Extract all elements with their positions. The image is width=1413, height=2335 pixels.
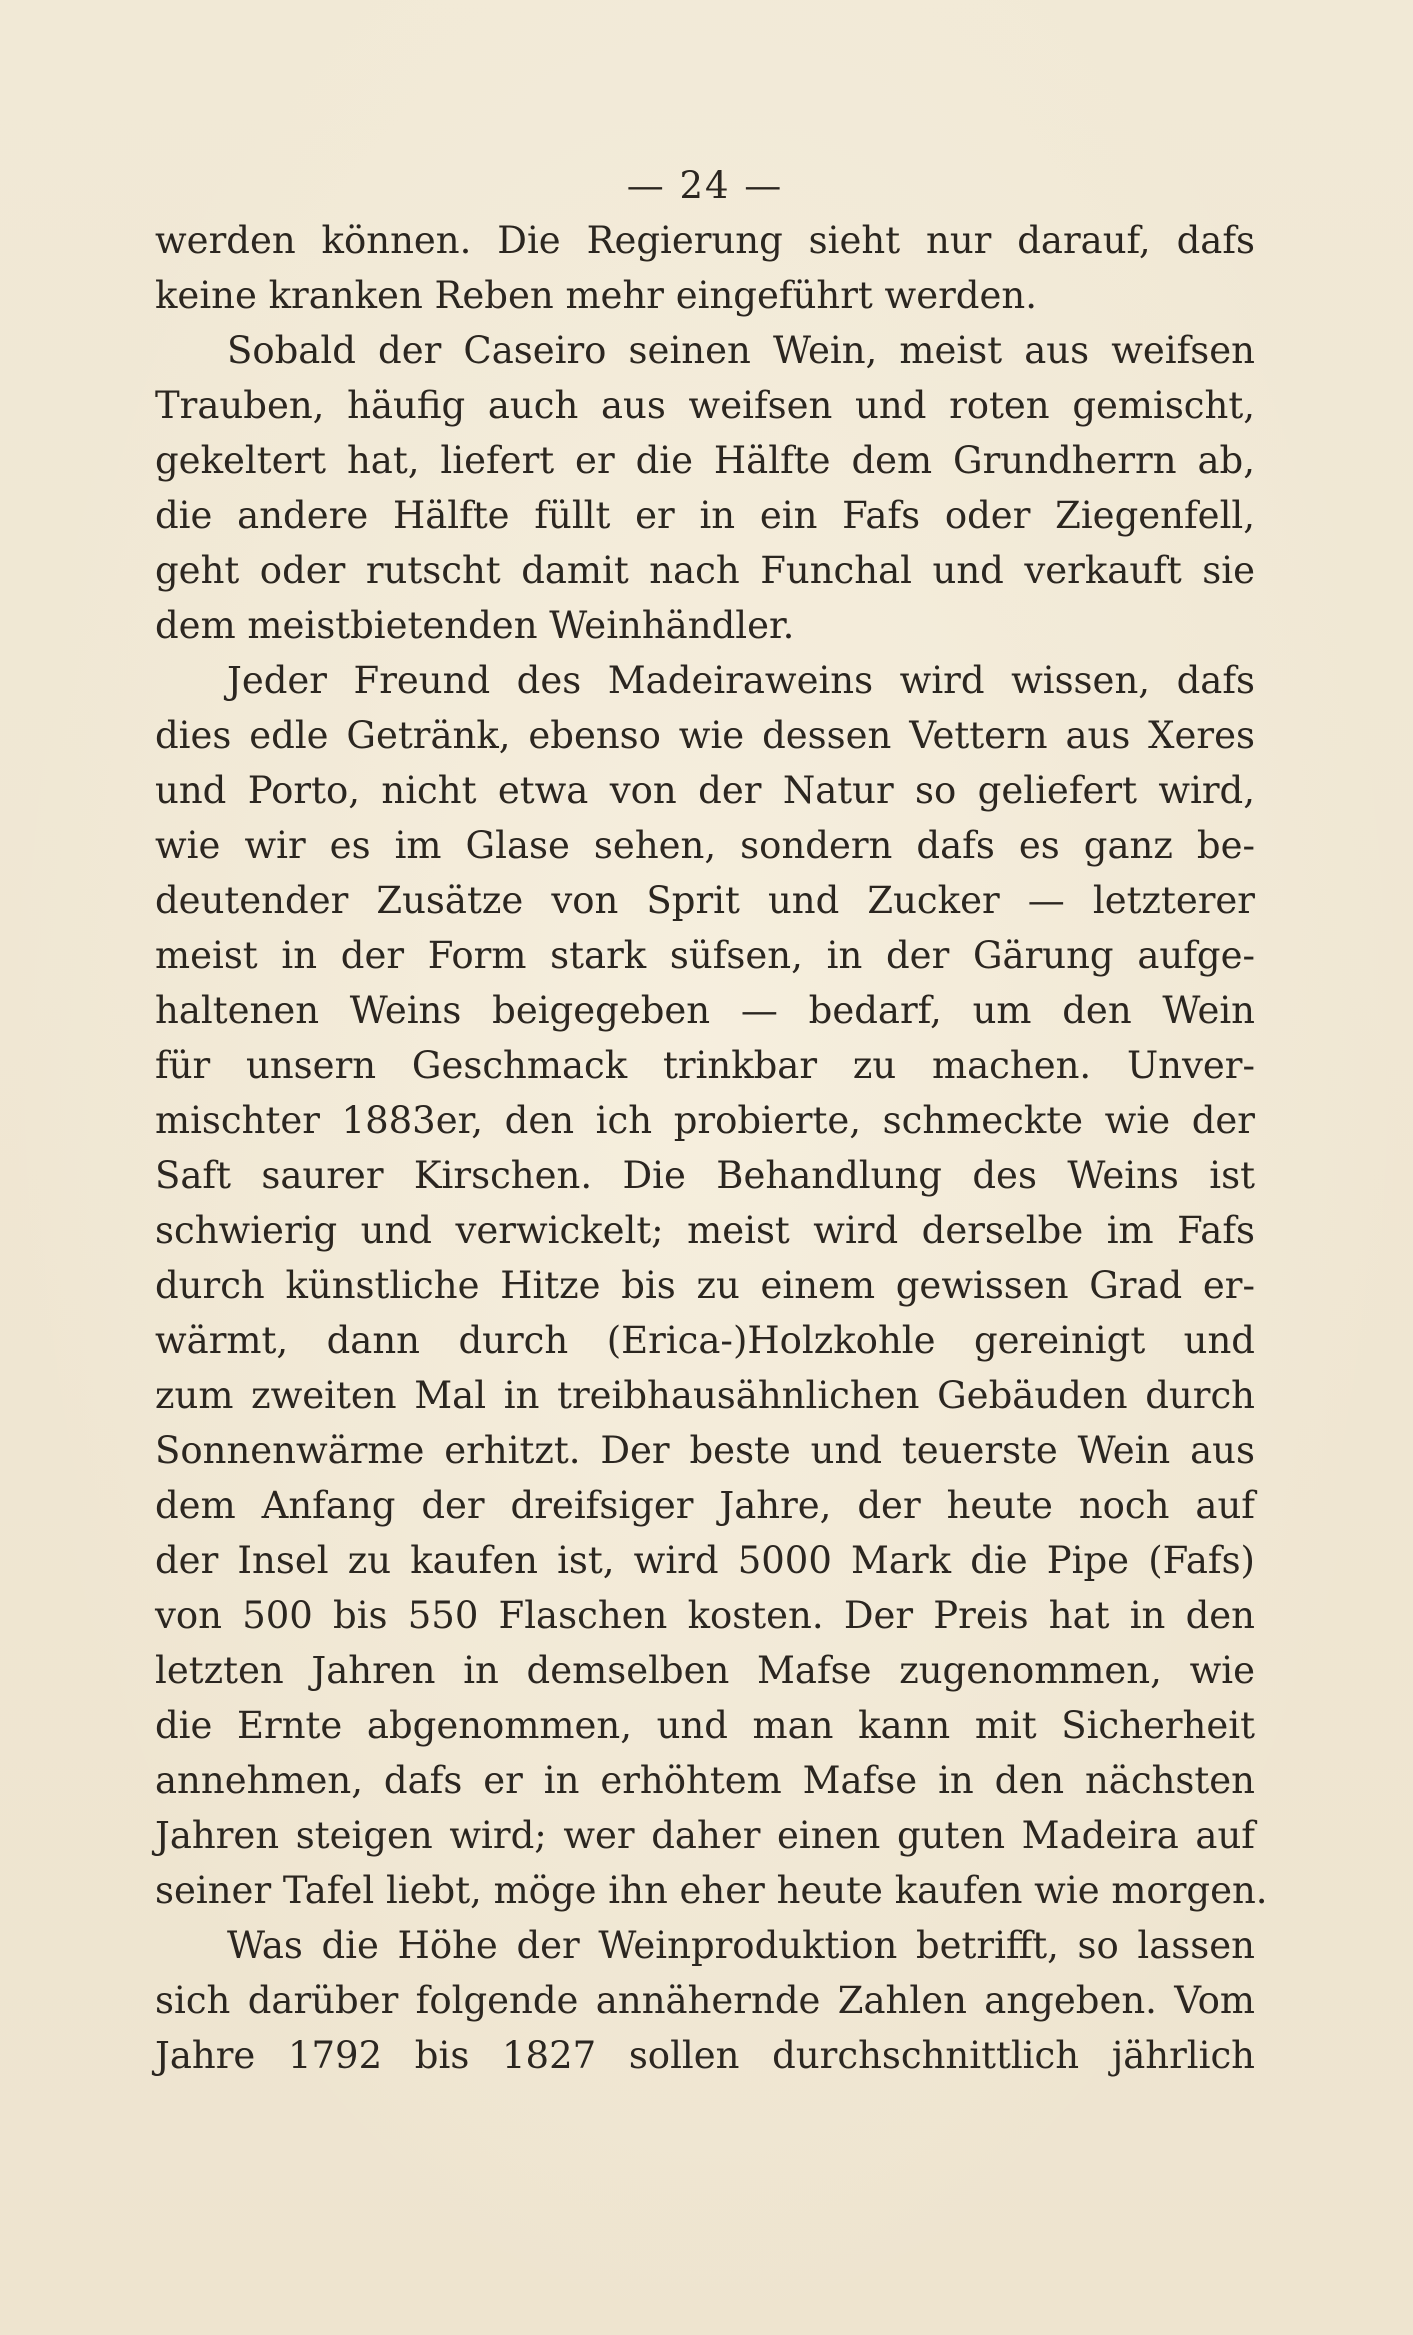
text-line: die andere Hälfte füllt er in ein Fafs oder Ziegenfell, — [155, 494, 1255, 537]
text-line: schwierig und verwickelt; meist wird derselbe im Fafs — [155, 1209, 1255, 1252]
text-line: von 500 bis 550 Flaschen kosten. Der Preis hat in den — [155, 1594, 1255, 1637]
text-line: werden können. Die Regierung sieht nur darauf, dafs — [155, 219, 1255, 262]
text-line: Saft saurer Kirschen. Die Behandlung des Weins ist — [155, 1154, 1255, 1197]
text-line: keine kranken Reben mehr eingeführt werden. — [155, 274, 1037, 317]
text-line: deutender Zusätze von Sprit und Zucker — letzterer — [155, 879, 1255, 922]
text-line: meist in der Form stark süfsen, in der Gärung aufge- — [155, 934, 1255, 977]
text-line: durch künstliche Hitze bis zu einem gewissen Grad er- — [155, 1264, 1255, 1307]
page-number: — 24 — — [626, 164, 784, 207]
text-line: seiner Tafel liebt, möge ihn eher heute kaufen wie morgen. — [155, 1869, 1268, 1912]
text-line: dem meistbietenden Weinhändler. — [155, 604, 795, 647]
text-line: Trauben, häufig auch aus weifsen und roten gemischt, — [155, 384, 1255, 427]
text-line: geht oder rutscht damit nach Funchal und verkauft sie — [155, 549, 1255, 592]
text-line: dem Anfang der dreifsiger Jahre, der heute noch auf — [155, 1484, 1255, 1527]
text-line: und Porto, nicht etwa von der Natur so geliefert wird, — [155, 769, 1255, 812]
text-line: wärmt, dann durch (Erica-)Holzkohle gereinigt und — [155, 1319, 1255, 1362]
text-line: Jahren steigen wird; wer daher einen guten Madeira auf — [155, 1814, 1255, 1857]
text-line: die Ernte abgenommen, und man kann mit Sicherheit — [155, 1704, 1255, 1747]
text-line: zum zweiten Mal in treibhausähnlichen Gebäuden durch — [155, 1374, 1255, 1417]
text-line: sich darüber folgende annähernde Zahlen angeben. Vom — [155, 1979, 1255, 2022]
text-line: Jeder Freund des Madeiraweins wird wissen, dafs — [227, 659, 1255, 702]
text-line: annehmen, dafs er in erhöhtem Mafse in den nächsten — [155, 1759, 1255, 1802]
text-line: gekeltert hat, liefert er die Hälfte dem Grundherrn ab, — [155, 439, 1255, 482]
text-line: Was die Höhe der Weinproduktion betrifft, so lassen — [227, 1924, 1255, 1967]
text-line: letzten Jahren in demselben Mafse zugenommen, wie — [155, 1649, 1255, 1692]
body-text — [155, 213, 1268, 2083]
page-text-block — [155, 158, 1268, 2083]
text-line: wie wir es im Glase sehen, sondern dafs es ganz be- — [155, 824, 1255, 867]
text-line: Sobald der Caseiro seinen Wein, meist aus weifsen — [227, 329, 1255, 372]
text-line: dies edle Getränk, ebenso wie dessen Vettern aus Xeres — [155, 714, 1255, 757]
text-line: für unsern Geschmack trinkbar zu machen. Unver- — [155, 1044, 1255, 1087]
text-line: Jahre 1792 bis 1827 sollen durchschnittlich jährlich — [155, 2034, 1255, 2077]
text-line: haltenen Weins beigegeben — bedarf, um den Wein — [155, 989, 1255, 1032]
text-line: mischter 1883er, den ich probierte, schmeckte wie der — [155, 1099, 1255, 1142]
text-line: Sonnenwärme erhitzt. Der beste und teuerste Wein aus — [155, 1429, 1255, 1472]
text-line: der Insel zu kaufen ist, wird 5000 Mark die Pipe (Fafs) — [155, 1539, 1255, 1582]
